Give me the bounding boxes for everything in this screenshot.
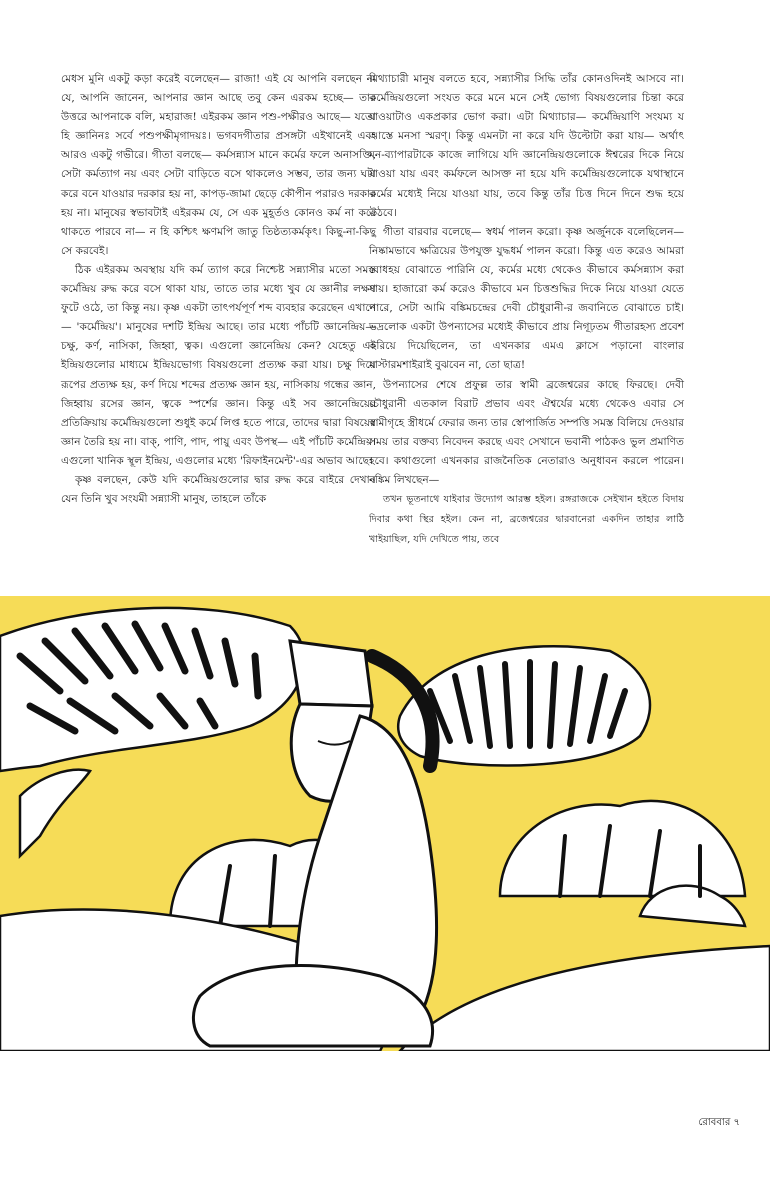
- paragraph: ঠিক এইরকম অবস্থায় যদি কর্ম ত্যাগ করে নিশ্চেষ্ট সন্ন্যাসীর মতো সমস্ত কর্মেন্দ্রিয় রুদ্ধ করে বসে থাকা যায়, তাতে তার মধ্যে খুব যে জ্ঞানীর লক্ষণ ফুটে ওঠে, তা কিন্তু নয়। কৃষ্ণ একটা তাৎপর্যপূর্ণ শব্দ ব্যবহার করেছেন এখানে— 'কর্মেন্দ্রিয়'। মানুষের দশটি ইন্দ্রিয় আছে। তার মধ্যে পাঁচটি জ্ঞানেন্দ্রিয়— চক্ষু, কর্ণ, নাসিকা, জিহ্বা, ত্বক। এগুলো জ্ঞানেন্দ্রিয় কেন? যেহেতু এই ইন্দ্রিয়গুলোর মাধ্যমে ইন্দ্রিয়ভোগ্য বিষয়গুলো প্রত্যক্ষ করা যায়। চক্ষু দিয়ে রূপের প্রত্যক্ষ হয়, কর্ণ দিয়ে শব্দের প্রত্যক্ষ জ্ঞান হয়, নাসিকায় গন্ধের জ্ঞান, জিহ্বায় রসের জ্ঞান, ত্বকে স্পর্শের জ্ঞান। কিন্তু এই সব জ্ঞানেন্দ্রিয়ের প্রতিক্রিয়ায় কর্মেন্দ্রিয়গুলো শুধুই কর্মে লিপ্ত হতে পারে, তাদের দ্বারা বিষয়ের জ্ঞান তৈরি হয় না। বাক্, পাণি, পাদ, পায়ু এবং উপস্থ— এই পাঁচটি কর্মেন্দ্রিয়। এগুলো খানিক স্থূল ইন্দ্রিয়, এগুলোর মধ্যে 'রিফাইনমেন্ট'-এর অভাব আছে।: [61, 263, 376, 467]
- paragraph: উপন্যাসের শেষে প্রফুল্ল তার স্বামী ব্রজেশ্বরের কাছে ফিরছে। দেবী চৌধুরানী এতকাল বিরাট প্রভাব এবং ঐশ্বর্যের মধ্যে থেকেও এবার সে স্বামীগৃহে স্ত্রীধর্মে ফেরার জন্য তার স্বোপার্জিত সম্পত্তি সমস্ত বিলিয়ে দেওয়ার সময় তার বক্তব্য নিবেদন করছে এবং সেখানে ভবানী পাঠকও ভুল প্রমাণিত হবে। কথাগুলো এখনকার রাজনৈতিক নেতারাও অনুধাবন করলে পারেন। বঙ্কিম লিখছেন—: [369, 378, 684, 486]
- article-left-column: [61, 70, 376, 509]
- article-right-column: [369, 70, 684, 550]
- page-folio: রোববার ৭: [698, 1117, 740, 1128]
- paragraph: মিথ্যাচারী মানুষ বলতে হবে, সন্ন্যাসীর সিদ্ধি তাঁর কোনওদিনই আসবে না। কর্মেন্দ্রিয়গুলো সংযত করে মনে মনে সেই ভোগ্য বিষয়গুলোর চিন্তা করে যাওয়াটাও একপ্রকার ভোগ করা। এটা মিথ্যাচার— কর্মেন্দ্রিয়াণি সংযম্য য আস্তে মনসা স্মরণ্। কিন্তু এমনটা না করে যদি উল্টোটা করা যায়— অর্থাৎ মন-ব্যাপারটাকে কাজে লাগিয়ে যদি জ্ঞানেন্দ্রিয়গুলোকে ঈশ্বরের দিকে নিয়ে যাওয়া যায় এবং কর্মফলে আসক্ত না হয়ে যদি কর্মেন্দ্রিয়গুলোকে যথাস্থানে কর্মের মধ্যেই নিয়ে যাওয়া যায়, তবে কিন্তু তাঁর চিত্ত দিনে দিনে শুদ্ধ হয়ে উঠবে।: [369, 73, 684, 219]
- block-quote: তখন ভূতনাথে যাইবার উদ্যোগ আরম্ভ হইল। রঙ্গরাজকে সেইখান হইতে বিদায় দিবার কথা স্থির হইল। কেন না, ব্রজেশ্বরের দ্বারবানেরা একদিন তাহার লাঠি খাইয়াছিল, যদি দেখিতে পায়, তবে: [369, 494, 684, 546]
- paragraph: কৃষ্ণ বলছেন, কেউ যদি কর্মেন্দ্রিয়গুলোর দ্বার রুদ্ধ করে বাইরে দেখান যেন তিনি খুব সংযমী সন্ন্যাসী মানুষ, তাহলে তাঁকে: [61, 473, 376, 506]
- illustration-krishna: [0, 596, 770, 1051]
- paragraph: মেধস মুনি একটু কড়া করেই বলেছেন— রাজা! এই যে আপনি বলছেন না যে, আপনি জানেন, আপনার জ্ঞান আছে তবু কেন এরকম হচ্ছে— তার উত্তরে আপনাকে বলি, মহারাজ! এইরকম জ্ঞান পশু-পক্ষীরও আছে— যতো হি জ্ঞানিনঃ সর্বে পশুপক্ষীমৃগাদয়ঃ। ভগবদগীতার প্রসঙ্গটা এইখানেই এবং আরও একটু গভীরে। গীতা বলছে— কর্মসন্ন্যাস মানে কর্মের ফলে অনাসক্তি, সেটা কর্মত্যাগ নয় এবং সেটা বাড়িতে বসে থাকলেও সম্ভব, তার জন্য ঘটা করে বনে যাওয়ার দরকার হয় না, কাপড়-জামা ছেড়ে কৌপীন পরারও দরকার হয় না। মানুষের স্বভাবটাই এইরকম যে, সে এক মুহূর্তও কোনও কর্ম না করে থাকতে পারবে না— ন হি কশ্চিৎ ক্ষণমপি জাতু তিষ্ঠত্যকর্মকৃৎ। কিছু-না-কিছু সে করবেই।: [61, 73, 376, 257]
- paragraph: গীতা বারবার বলেছে— স্বধর্ম পালন করো। কৃষ্ণ অর্জুনকে বলেছিলেন— নিষ্কামভাবে ক্ষত্রিয়ের উপযুক্ত যুদ্ধধর্ম পালন করো। কিন্তু এত করেও আমরা বোধহয় বোঝাতে পারিনি যে, কর্মের মধ্যে থেকেও কীভাবে কর্মসন্ন্যাস করা যায়। হাজারো কর্ম করেও কীভাবে মন চিত্তশুদ্ধির দিকে নিয়ে যাওয়া যেতে পারে, সেটা আমি বঙ্কিমচন্দ্রের দেবী চৌধুরানী-র জবানিতে বোঝাতে চাই। ভদ্রলোক একটা উপন্যাসের মধ্যেই কীভাবে প্রায় নিগূঢ়তম গীতারহস্য প্রবেশ করিয়ে দিয়েছিলেন, তা এখনকার এমএ ক্লাসে পড়ানো বাংলার মাস্টারমশাইরাই বুঝবেন না, তো ছাত্র!: [369, 225, 684, 372]
